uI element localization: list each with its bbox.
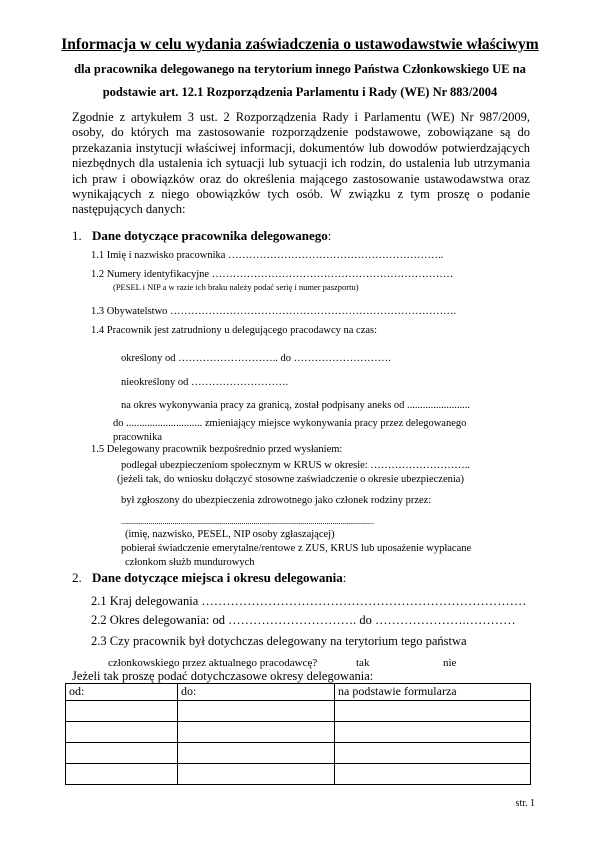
field-posting-period[interactable]: 2.2 Okres delegowania: od …………………………. do ………………….………… xyxy=(91,613,516,627)
document-title: Informacja w celu wydania zaświadczenia o ustawodawstwie właściwym xyxy=(61,36,539,53)
table-cell-form[interactable] xyxy=(335,701,531,722)
document-subtitle-line1: dla pracownika delegowanego na terytorium innego Państwa Członkowskiego UE na xyxy=(74,62,526,76)
option-krus[interactable]: podlegał ubezpieczeniom społecznym w KRUS w okresie: ……………………….. xyxy=(121,460,471,471)
question-previous-posting: 2.3 Czy pracownik był dotychczas delegowany na terytorium tego państwa xyxy=(91,634,467,648)
document-subtitle-line2: podstawie art. 12.1 Rozporządzenia Parlamentu i Rady (WE) Nr 883/2004 xyxy=(102,85,498,99)
option-indefinite[interactable]: nieokreślony od ………………………. xyxy=(121,377,289,388)
table-cell-to[interactable] xyxy=(178,701,335,722)
section2-heading xyxy=(92,570,346,586)
section2-heading-colon: : xyxy=(342,570,347,585)
field-citizenship[interactable]: 1.3 Obywatelstwo ………………………………………………………………………. xyxy=(91,306,457,317)
table-cell-to[interactable] xyxy=(178,764,335,785)
field-identifiers-note: (PESEL i NIP a w razie ich braku należy podać serię i numer paszportu) xyxy=(113,282,359,292)
table-cell-from[interactable] xyxy=(66,722,178,743)
option-abroad-annex[interactable]: na okres wykonywania pracy za granicą, został podpisany aneks od ........................ xyxy=(121,400,471,411)
option-krus-note: (jeżeli tak, do wniosku dołączyć stosowne zaświadczenie o okresie ubezpieczenia) xyxy=(117,474,464,485)
option-abroad-annex-cont: pracownika xyxy=(113,432,162,443)
section1-heading xyxy=(92,228,331,244)
section1-heading-text: Dane dotyczące pracownika delegowanego xyxy=(92,228,328,243)
table-row xyxy=(66,701,531,722)
section1-number: 1. xyxy=(72,228,82,243)
field-country[interactable]: 2.1 Kraj delegowania …………………………………………………………………… xyxy=(91,594,527,608)
table-row xyxy=(66,764,531,785)
table-cell-form[interactable] xyxy=(335,764,531,785)
table-header-to: do: xyxy=(178,684,335,701)
section2-number: 2. xyxy=(72,570,82,585)
table-cell-form[interactable] xyxy=(335,743,531,764)
section1-heading-colon: : xyxy=(327,228,332,243)
page-number: str. 1 xyxy=(515,798,535,809)
table-header-from: od: xyxy=(66,684,178,701)
option-pension[interactable]: pobierał świadczenie emerytalne/rentowe z ZUS, KRUS lub uposażenie wypłacane xyxy=(121,543,472,554)
table-cell-form[interactable] xyxy=(335,722,531,743)
field-employment-period: 1.4 Pracownik jest zatrudniony u delegującego pracodawcy na czas: xyxy=(91,325,378,336)
option-pension-cont: członkom służb mundurowych xyxy=(125,557,255,568)
table-row xyxy=(66,722,531,743)
table-cell-to[interactable] xyxy=(178,743,335,764)
option-abroad-annex-until[interactable]: do ............................. zmieniający miejsce wykonywania pracy przez delegowanego xyxy=(113,418,467,429)
table-cell-from[interactable] xyxy=(66,743,178,764)
option-yes[interactable]: tak xyxy=(356,657,370,669)
section2-heading-text: Dane dotyczące miejsca i okresu delegowania xyxy=(92,570,343,585)
field-identifiers[interactable]: 1.2 Numery identyfikacyjne …………………………………………………………… xyxy=(91,269,454,280)
field-name[interactable]: 1.1 Imię i nazwisko pracownika …………………………………………………….. xyxy=(91,250,444,261)
family-insurance-note: (imię, nazwisko, PESEL, NIP osoby zgłaszającej) xyxy=(125,529,335,540)
option-no[interactable]: nie xyxy=(443,657,457,669)
table-header-row xyxy=(66,684,531,701)
table-header-form: na podstawie formularza xyxy=(335,684,531,701)
option-family-insurance[interactable]: był zgłoszony do ubezpieczenia zdrowotnego jako członek rodziny przez: xyxy=(121,495,432,506)
field-before-posting: 1.5 Delegowany pracownik bezpośrednio przed wysłaniem: xyxy=(91,444,343,455)
previous-periods-table xyxy=(65,683,531,785)
table-cell-to[interactable] xyxy=(178,722,335,743)
previous-periods-label: Jeżeli tak proszę podać dotychczasowe okresy delegowania: xyxy=(72,669,374,683)
family-insurance-line[interactable]: ................................................................................................................................ xyxy=(121,516,374,526)
question-previous-posting-cont: członkowskiego przez aktualnego pracodawcę? xyxy=(108,657,318,669)
table-row xyxy=(66,743,531,764)
table-cell-from[interactable] xyxy=(66,701,178,722)
option-fixed-term[interactable]: określony od ……………………….. do ………………………. xyxy=(121,353,391,364)
intro-paragraph: Zgodnie z artykułem 3 ust. 2 Rozporządzenia Rady i Parlamentu (WE) Nr 987/2009, osoby, do których ma zastosowanie rozporządzenie podstawowe, zobowiązane są do przekazania instytucji właściwej informacji, dokumentów lub dowodów potwierdzających niezbędnych dla ustalenia ich sytuacji lub sytuacji ich rodzin, do ustalenia lub utrzymania ich praw i obowiązków oraz do określenia mającego zastosowanie ustawodawstwa oraz wynikających z niego obowiązków tych osób. W związku z tym proszę o podanie następujących danych: xyxy=(72,110,530,217)
table-cell-from[interactable] xyxy=(66,764,178,785)
